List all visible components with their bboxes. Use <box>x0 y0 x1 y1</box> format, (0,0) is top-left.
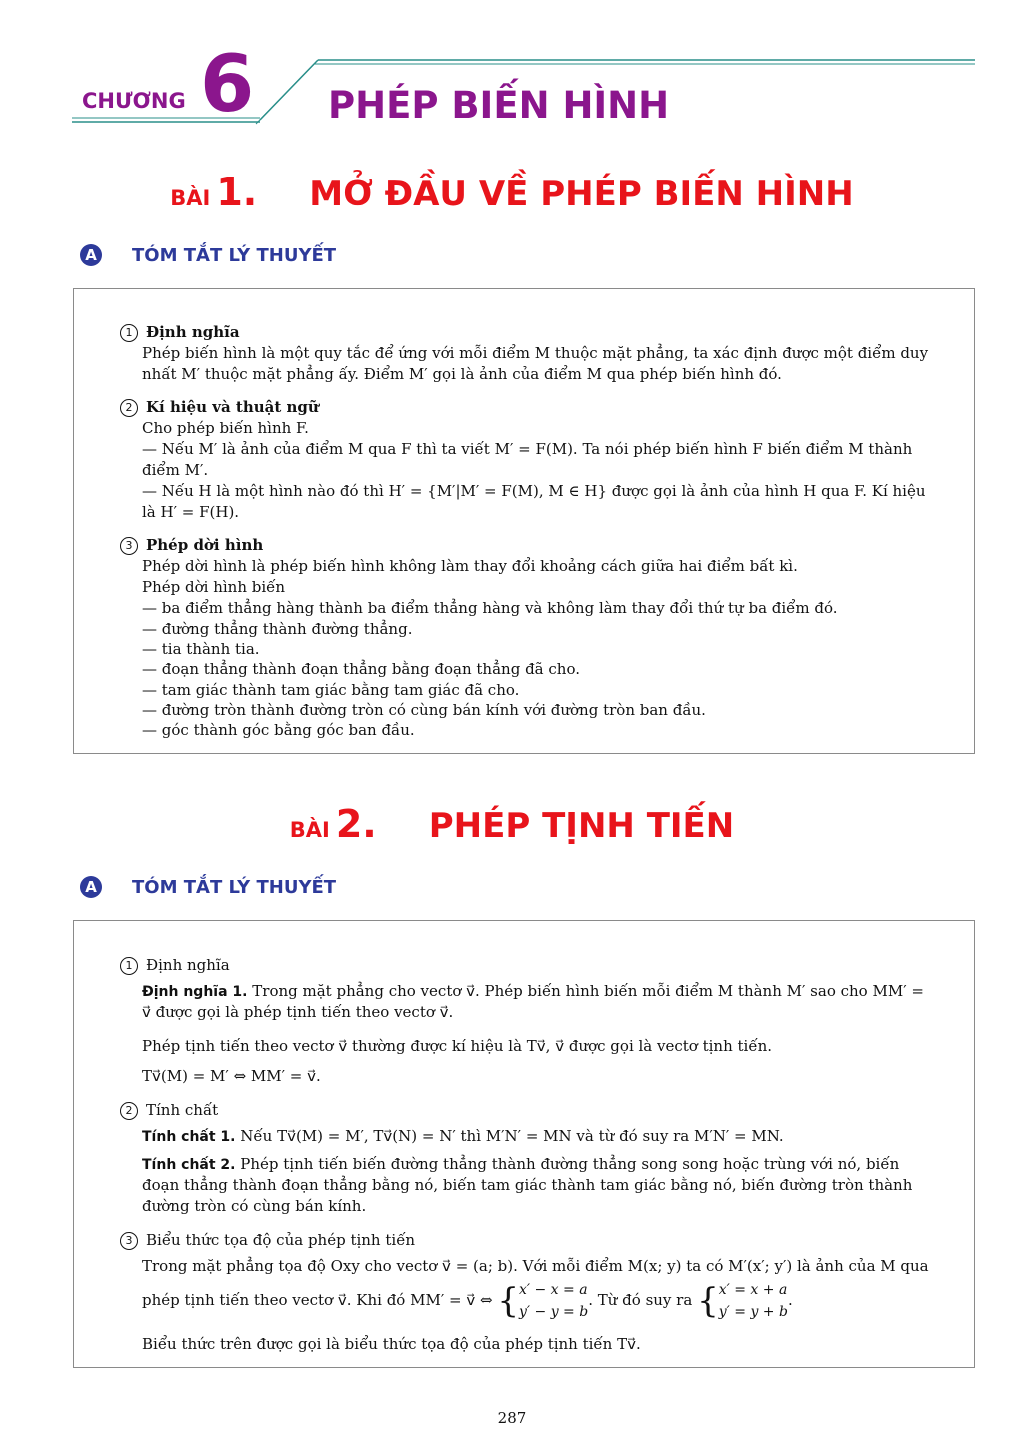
l1-item-2-line: điểm M′. <box>142 461 209 479</box>
l1-item-2-heading: 2 Kí hiệu và thuật ngữ <box>120 397 319 418</box>
l1-item-2-line: — Nếu H là một hình nào đó thì H′ = {M′|M′ = F(M), M ∈ H} được gọi là ảnh của hình H qua F. Kí hiệu <box>142 482 926 500</box>
lesson-2-title: PHÉP TỊNH TIẾN <box>428 806 735 846</box>
l1-item-3-heading: 3 Phép dời hình <box>120 535 263 556</box>
l2-item-2-heading: 2 Tính chất <box>120 1100 218 1121</box>
lesson-2-label: BÀI <box>289 818 330 842</box>
l2-property-2-line: đoạn thẳng thành đoạn thẳng bằng nó, biến tam giác thành tam giác bằng nó, biến đường tròn thành <box>142 1176 913 1194</box>
l1-item-1-line: nhất M′ thuộc mặt phẳng ấy. Điểm M′ gọi là ảnh của điểm M qua phép biến hình đó. <box>142 365 782 383</box>
l1-item-3-line: — ba điểm thẳng hàng thành ba điểm thẳng hàng và không làm thay đổi thứ tự ba điểm đó. <box>142 599 838 617</box>
l1-item-2-line: là H′ = F(H). <box>142 503 240 521</box>
l2-definition-line: Định nghĩa 1. Trong mặt phẳng cho vectơ v⃗. Phép biến hình biến mỗi điểm M thành M′ sao cho MM′ = <box>142 982 924 1000</box>
lesson-1-number: 1. <box>216 170 258 214</box>
l1-item-3-line: — đoạn thẳng thành đoạn thẳng bằng đoạn thẳng đã cho. <box>142 660 580 678</box>
circled-number: 3 <box>120 537 138 555</box>
l2-item-1-heading: 1 Định nghĩa <box>120 955 230 976</box>
circled-number: 2 <box>120 399 138 417</box>
circled-number: 3 <box>120 1232 138 1250</box>
lesson-2-section-heading <box>80 876 336 898</box>
l1-item-1-heading: 1 Định nghĩa <box>120 322 240 343</box>
section-badge: A <box>80 876 102 898</box>
lesson-1-title: MỞ ĐẦU VỀ PHÉP BIẾN HÌNH <box>309 174 854 214</box>
l1-item-3-line: — đường tròn thành đường tròn có cùng bán kính với đường tròn ban đầu. <box>142 701 706 719</box>
circled-number: 2 <box>120 1102 138 1120</box>
l1-item-2-line: Cho phép biến hình F. <box>142 419 309 437</box>
circled-number: 1 <box>120 957 138 975</box>
chapter-number: 6 <box>200 40 255 130</box>
l1-item-3-line: Phép dời hình biến <box>142 578 286 596</box>
circled-number: 1 <box>120 324 138 342</box>
l1-item-2-line: — Nếu M′ là ảnh của điểm M qua F thì ta viết M′ = F(M). Ta nói phép biến hình F biến điểm M thành <box>142 440 913 458</box>
l2-definition-line: v⃗ được gọi là phép tịnh tiến theo vectơ v⃗. <box>142 1003 454 1021</box>
page-number: 287 <box>497 1409 527 1427</box>
left-brace: { <box>697 1281 719 1321</box>
equation-system: x′ = x + a y′ = y + b <box>718 1282 788 1320</box>
chapter-title: PHÉP BIẾN HÌNH <box>328 84 670 127</box>
l2-coordinate-conclusion: Biểu thức trên được gọi là biểu thức tọa độ của phép tịnh tiến Tv⃗. <box>142 1335 641 1353</box>
l1-item-3-line: — tam giác thành tam giác bằng tam giác đã cho. <box>142 681 520 699</box>
left-brace: { <box>497 1281 519 1321</box>
equation-system: x′ − x = a y′ − y = b <box>518 1282 589 1320</box>
section-title: TÓM TẮT LÝ THUYẾT <box>132 876 337 898</box>
l2-coordinate-line: Trong mặt phẳng tọa độ Oxy cho vectơ v⃗ = (a; b). Với mỗi điểm M(x; y) ta có M′(x′; y′) là ảnh của M qua <box>142 1257 929 1275</box>
l2-property-2-line: đường tròn có cùng bán kính. <box>142 1197 367 1215</box>
l1-item-3-line: — tia thành tia. <box>142 640 260 658</box>
l2-note-line: Phép tịnh tiến theo vectơ v⃗ thường được kí hiệu là Tv⃗, v⃗ được gọi là vectơ tịnh tiến. <box>142 1037 772 1055</box>
l1-item-1-line: Phép biến hình là một quy tắc để ứng với mỗi điểm M thuộc mặt phẳng, ta xác định được một điểm duy <box>142 344 929 362</box>
lesson-2-heading <box>0 802 1024 846</box>
l2-coordinate-system-line: phép tịnh tiến theo vectơ v⃗. Khi đó MM′ = v⃗ ⇔ {x′ − x = a y′ − y = b. Từ đó suy ra {x′ = x + a y′ = y + b. <box>142 1281 793 1321</box>
lesson-2-number: 2. <box>335 802 377 846</box>
l2-formula-line: Tv⃗(M) = M′ ⇔ MM′ = v⃗. <box>142 1067 321 1085</box>
l1-item-3-line: — đường thẳng thành đường thẳng. <box>142 620 413 638</box>
chapter-label: CHƯƠNG <box>82 89 186 113</box>
l2-item-3-heading: 3 Biểu thức tọa độ của phép tịnh tiến <box>120 1230 415 1251</box>
l2-property-2-line: Tính chất 2. Phép tịnh tiến biến đường thẳng thành đường thẳng song song hoặc trùng với nó, biến <box>142 1155 900 1173</box>
l1-item-3-line: Phép dời hình là phép biến hình không làm thay đổi khoảng cách giữa hai điểm bất kì. <box>142 557 798 575</box>
lesson-1-section-heading <box>80 244 336 266</box>
lesson-1-heading <box>0 170 1024 214</box>
l2-property-1: Tính chất 1. Nếu Tv⃗(M) = M′, Tv⃗(N) = N′ thì M′N′ = MN và từ đó suy ra M′N′ = MN. <box>142 1127 784 1145</box>
section-badge: A <box>80 244 102 266</box>
lesson-1-label: BÀI <box>170 186 211 210</box>
section-title: TÓM TẮT LÝ THUYẾT <box>132 244 337 266</box>
l1-item-3-line: — góc thành góc bằng góc ban đầu. <box>142 721 415 739</box>
